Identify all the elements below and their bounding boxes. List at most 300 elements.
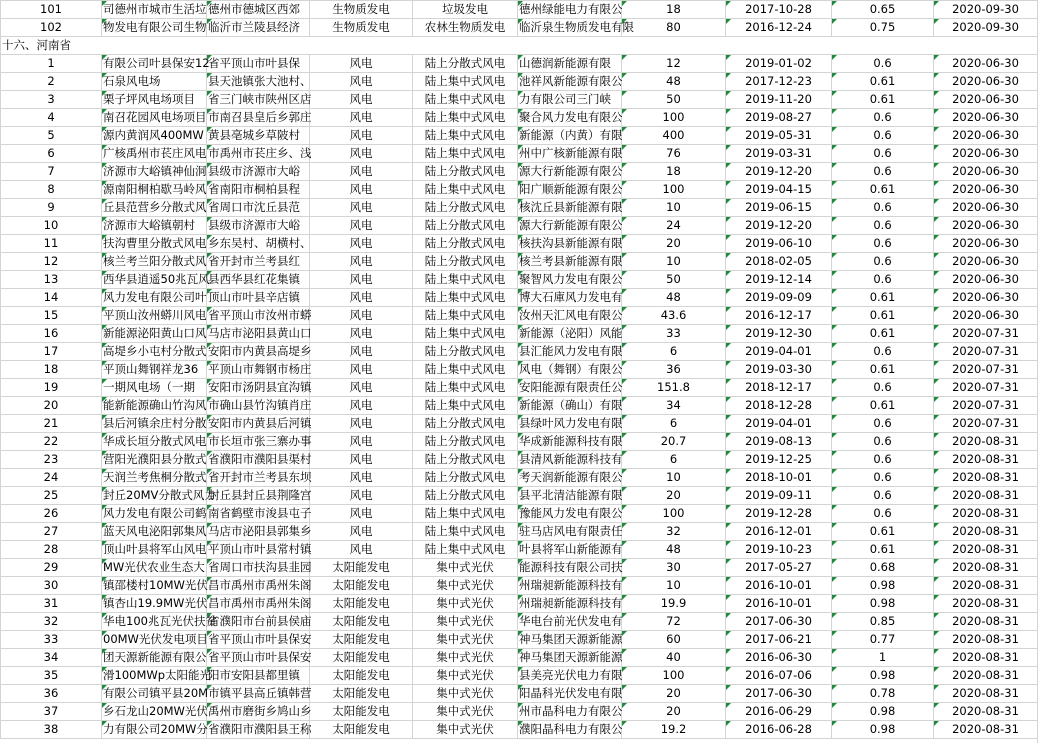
cell-location[interactable]: 阳市安阳县都里镇 xyxy=(207,667,310,685)
empty-cell[interactable] xyxy=(310,37,413,55)
cell-capacity[interactable]: 10 xyxy=(622,253,726,271)
cell-subtype[interactable]: 陆上集中式风电 xyxy=(413,505,518,523)
cell-company[interactable]: 新能源（泌阳）风能 xyxy=(518,325,622,343)
cell-company[interactable]: 神马集团天源新能源 xyxy=(518,631,622,649)
cell-subtype[interactable]: 垃圾发电 xyxy=(413,1,518,19)
cell-price[interactable]: 0.98 xyxy=(832,577,934,595)
cell-subtype[interactable]: 集中式光伏 xyxy=(413,631,518,649)
cell-approval-date[interactable]: 2020-06-30 xyxy=(934,235,1038,253)
cell-date-commissioned[interactable]: 2019-01-02 xyxy=(726,55,832,73)
cell-price[interactable]: 0.6 xyxy=(832,235,934,253)
cell-capacity[interactable]: 20 xyxy=(622,685,726,703)
cell-date-commissioned[interactable]: 2019-04-15 xyxy=(726,181,832,199)
cell-row-number[interactable]: 101 xyxy=(1,1,102,19)
cell-approval-date[interactable]: 2020-08-31 xyxy=(934,721,1038,739)
cell-company[interactable]: 华电台前光伏发电有 xyxy=(518,613,622,631)
cell-row-number[interactable]: 34 xyxy=(1,649,102,667)
cell-project-name[interactable]: 风力发电有限公司叶 xyxy=(102,289,207,307)
cell-energy-type[interactable]: 风电 xyxy=(310,235,413,253)
cell-capacity[interactable]: 19.2 xyxy=(622,721,726,739)
cell-company[interactable]: 源大行新能源有限公 xyxy=(518,163,622,181)
cell-project-name[interactable]: 栗子坪风电场项目 xyxy=(102,91,207,109)
cell-energy-type[interactable]: 风电 xyxy=(310,451,413,469)
cell-capacity[interactable]: 6 xyxy=(622,451,726,469)
cell-location[interactable]: 省平顶山市叶县保安 xyxy=(207,649,310,667)
cell-price[interactable]: 0.6 xyxy=(832,487,934,505)
cell-company[interactable]: 县平北清洁能源有限 xyxy=(518,487,622,505)
cell-row-number[interactable]: 6 xyxy=(1,145,102,163)
cell-date-commissioned[interactable]: 2019-08-27 xyxy=(726,109,832,127)
cell-price[interactable]: 0.77 xyxy=(832,631,934,649)
cell-company[interactable]: 新能源（确山）有限 xyxy=(518,397,622,415)
cell-row-number[interactable]: 30 xyxy=(1,577,102,595)
cell-price[interactable]: 0.65 xyxy=(832,1,934,19)
cell-subtype[interactable]: 陆上集中式风电 xyxy=(413,145,518,163)
cell-project-name[interactable]: 高堤乡小屯村分散式 xyxy=(102,343,207,361)
cell-date-commissioned[interactable]: 2019-12-14 xyxy=(726,271,832,289)
cell-location[interactable]: 省南阳市桐柏县程 xyxy=(207,181,310,199)
cell-subtype[interactable]: 集中式光伏 xyxy=(413,559,518,577)
cell-project-name[interactable]: 风力发电有限公司鹤 xyxy=(102,505,207,523)
cell-approval-date[interactable]: 2020-06-30 xyxy=(934,127,1038,145)
cell-energy-type[interactable]: 风电 xyxy=(310,289,413,307)
cell-approval-date[interactable]: 2020-06-30 xyxy=(934,91,1038,109)
cell-location[interactable]: 乡东吴村、胡横村、 xyxy=(207,235,310,253)
cell-price[interactable]: 0.6 xyxy=(832,271,934,289)
cell-capacity[interactable]: 100 xyxy=(622,109,726,127)
cell-approval-date[interactable]: 2020-08-31 xyxy=(934,685,1038,703)
cell-date-commissioned[interactable]: 2019-06-10 xyxy=(726,235,832,253)
cell-price[interactable]: 0.6 xyxy=(832,253,934,271)
cell-capacity[interactable]: 18 xyxy=(622,163,726,181)
cell-row-number[interactable]: 24 xyxy=(1,469,102,487)
cell-project-name[interactable]: 能新能源确山竹沟风 xyxy=(102,397,207,415)
cell-energy-type[interactable]: 风电 xyxy=(310,271,413,289)
cell-row-number[interactable]: 16 xyxy=(1,325,102,343)
cell-date-commissioned[interactable]: 2019-05-31 xyxy=(726,127,832,145)
cell-capacity[interactable]: 50 xyxy=(622,91,726,109)
cell-subtype[interactable]: 陆上集中式风电 xyxy=(413,361,518,379)
cell-project-name[interactable]: 蓝天风电泌阳郭集风 xyxy=(102,523,207,541)
cell-date-commissioned[interactable]: 2016-10-01 xyxy=(726,595,832,613)
cell-row-number[interactable]: 35 xyxy=(1,667,102,685)
cell-approval-date[interactable]: 2020-08-31 xyxy=(934,451,1038,469)
cell-project-name[interactable]: 00MW光伏发电项目 xyxy=(102,631,207,649)
cell-company[interactable]: 能源科技有限公司扶 xyxy=(518,559,622,577)
cell-subtype[interactable]: 集中式光伏 xyxy=(413,613,518,631)
cell-company[interactable]: 阳广顺新能源有限公 xyxy=(518,181,622,199)
cell-company[interactable]: 池祥风新能源有限公 xyxy=(518,73,622,91)
cell-location[interactable]: 省三门峡市陕州区店 xyxy=(207,91,310,109)
cell-date-commissioned[interactable]: 2019-09-09 xyxy=(726,289,832,307)
cell-capacity[interactable]: 30 xyxy=(622,559,726,577)
cell-company[interactable]: 州市晶科电力有限公 xyxy=(518,703,622,721)
cell-subtype[interactable]: 集中式光伏 xyxy=(413,649,518,667)
cell-approval-date[interactable]: 2020-07-31 xyxy=(934,325,1038,343)
cell-energy-type[interactable]: 风电 xyxy=(310,397,413,415)
cell-location[interactable]: 马店市泌阳县黄山口 xyxy=(207,325,310,343)
cell-subtype[interactable]: 陆上分散式风电 xyxy=(413,487,518,505)
cell-capacity[interactable]: 34 xyxy=(622,397,726,415)
cell-company[interactable]: 华成新能源科技有限 xyxy=(518,433,622,451)
cell-date-commissioned[interactable]: 2019-04-01 xyxy=(726,343,832,361)
cell-capacity[interactable]: 100 xyxy=(622,181,726,199)
cell-location[interactable]: 封丘县封丘县荆隆宫 xyxy=(207,487,310,505)
cell-capacity[interactable]: 20 xyxy=(622,235,726,253)
cell-approval-date[interactable]: 2020-06-30 xyxy=(934,55,1038,73)
cell-project-name[interactable]: 一期风电场（一期 xyxy=(102,379,207,397)
cell-approval-date[interactable]: 2020-07-31 xyxy=(934,343,1038,361)
cell-approval-date[interactable]: 2020-09-30 xyxy=(934,1,1038,19)
cell-capacity[interactable]: 60 xyxy=(622,631,726,649)
cell-energy-type[interactable]: 风电 xyxy=(310,181,413,199)
cell-date-commissioned[interactable]: 2019-12-20 xyxy=(726,217,832,235)
cell-location[interactable]: 德州市德城区西郊 xyxy=(207,1,310,19)
cell-energy-type[interactable]: 风电 xyxy=(310,469,413,487)
cell-location[interactable]: 县级市济源市大峪 xyxy=(207,163,310,181)
cell-row-number[interactable]: 28 xyxy=(1,541,102,559)
cell-approval-date[interactable]: 2020-08-31 xyxy=(934,433,1038,451)
cell-row-number[interactable]: 7 xyxy=(1,163,102,181)
cell-approval-date[interactable]: 2020-08-31 xyxy=(934,613,1038,631)
cell-project-name[interactable]: 物发电有限公司生物 xyxy=(102,19,207,37)
cell-energy-type[interactable]: 太阳能发电 xyxy=(310,703,413,721)
cell-row-number[interactable]: 26 xyxy=(1,505,102,523)
cell-subtype[interactable]: 集中式光伏 xyxy=(413,667,518,685)
cell-approval-date[interactable]: 2020-09-30 xyxy=(934,19,1038,37)
cell-company[interactable]: 州中广核新能源有限 xyxy=(518,145,622,163)
cell-price[interactable]: 0.6 xyxy=(832,451,934,469)
cell-row-number[interactable]: 20 xyxy=(1,397,102,415)
cell-price[interactable]: 0.68 xyxy=(832,559,934,577)
cell-project-name[interactable]: 乡石龙山20MW光伏 xyxy=(102,703,207,721)
cell-location[interactable]: 昌市禹州市禹州朱阁 xyxy=(207,577,310,595)
cell-capacity[interactable]: 72 xyxy=(622,613,726,631)
cell-price[interactable]: 0.6 xyxy=(832,199,934,217)
cell-approval-date[interactable]: 2020-08-31 xyxy=(934,577,1038,595)
cell-subtype[interactable]: 陆上集中式风电 xyxy=(413,109,518,127)
cell-project-name[interactable]: 顶山叶县将军山风电 xyxy=(102,541,207,559)
cell-location[interactable]: 省平顶山市汝州市蟒 xyxy=(207,307,310,325)
cell-approval-date[interactable]: 2020-06-30 xyxy=(934,163,1038,181)
cell-location[interactable]: 省濮阳市台前县侯庙 xyxy=(207,613,310,631)
cell-company[interactable]: 风电（舞钢）有限公 xyxy=(518,361,622,379)
cell-price[interactable]: 0.61 xyxy=(832,325,934,343)
cell-subtype[interactable]: 陆上分散式风电 xyxy=(413,235,518,253)
cell-approval-date[interactable]: 2020-06-30 xyxy=(934,109,1038,127)
cell-approval-date[interactable]: 2020-07-31 xyxy=(934,379,1038,397)
cell-energy-type[interactable]: 风电 xyxy=(310,109,413,127)
cell-capacity[interactable]: 20.7 xyxy=(622,433,726,451)
cell-approval-date[interactable]: 2020-08-31 xyxy=(934,649,1038,667)
cell-energy-type[interactable]: 风电 xyxy=(310,163,413,181)
cell-price[interactable]: 0.98 xyxy=(832,667,934,685)
cell-price[interactable]: 0.61 xyxy=(832,307,934,325)
cell-price[interactable]: 0.6 xyxy=(832,343,934,361)
cell-location[interactable]: 安阳市内黄县后河镇 xyxy=(207,415,310,433)
cell-energy-type[interactable]: 太阳能发电 xyxy=(310,613,413,631)
cell-date-commissioned[interactable]: 2018-02-05 xyxy=(726,253,832,271)
cell-subtype[interactable]: 陆上分散式风电 xyxy=(413,433,518,451)
cell-capacity[interactable]: 151.8 xyxy=(622,379,726,397)
cell-row-number[interactable]: 22 xyxy=(1,433,102,451)
cell-price[interactable]: 0.61 xyxy=(832,541,934,559)
cell-subtype[interactable]: 陆上分散式风电 xyxy=(413,451,518,469)
cell-date-commissioned[interactable]: 2018-10-01 xyxy=(726,469,832,487)
cell-subtype[interactable]: 陆上集中式风电 xyxy=(413,523,518,541)
cell-approval-date[interactable]: 2020-08-31 xyxy=(934,523,1038,541)
cell-subtype[interactable]: 陆上集中式风电 xyxy=(413,325,518,343)
cell-location[interactable]: 禹州市磨街乡鸠山乡 xyxy=(207,703,310,721)
cell-location[interactable]: 市长垣市张三寨办事 xyxy=(207,433,310,451)
cell-location[interactable]: 市南召县皇后乡郭庄 xyxy=(207,109,310,127)
cell-location[interactable]: 平顶山市舞钢市杨庄 xyxy=(207,361,310,379)
cell-capacity[interactable]: 10 xyxy=(622,199,726,217)
cell-date-commissioned[interactable]: 2019-12-20 xyxy=(726,163,832,181)
cell-price[interactable]: 1 xyxy=(832,649,934,667)
cell-price[interactable]: 0.61 xyxy=(832,289,934,307)
empty-cell[interactable] xyxy=(622,37,726,55)
cell-energy-type[interactable]: 风电 xyxy=(310,505,413,523)
cell-company[interactable]: 考天润新能源有限公 xyxy=(518,469,622,487)
cell-company[interactable]: 力有限公司三门峡 xyxy=(518,91,622,109)
cell-project-name[interactable]: 滑100MWp太阳能光 xyxy=(102,667,207,685)
cell-approval-date[interactable]: 2020-08-31 xyxy=(934,505,1038,523)
cell-subtype[interactable]: 陆上分散式风电 xyxy=(413,253,518,271)
cell-project-name[interactable]: 华成长垣分散式风电 xyxy=(102,433,207,451)
cell-company[interactable]: 阳晶科光伏发电有限 xyxy=(518,685,622,703)
cell-date-commissioned[interactable]: 2017-12-23 xyxy=(726,73,832,91)
cell-subtype[interactable]: 陆上集中式风电 xyxy=(413,181,518,199)
cell-capacity[interactable]: 33 xyxy=(622,325,726,343)
cell-row-number[interactable]: 5 xyxy=(1,127,102,145)
cell-project-name[interactable]: 广核禹州市苌庄风电 xyxy=(102,145,207,163)
cell-row-number[interactable]: 2 xyxy=(1,73,102,91)
cell-company[interactable]: 豫能风力发电有限公 xyxy=(518,505,622,523)
cell-price[interactable]: 0.61 xyxy=(832,91,934,109)
cell-project-name[interactable]: 营阳光濮阳县分散式 xyxy=(102,451,207,469)
cell-capacity[interactable]: 24 xyxy=(622,217,726,235)
cell-approval-date[interactable]: 2020-08-31 xyxy=(934,487,1038,505)
cell-energy-type[interactable]: 太阳能发电 xyxy=(310,595,413,613)
cell-subtype[interactable]: 集中式光伏 xyxy=(413,595,518,613)
cell-price[interactable]: 0.6 xyxy=(832,505,934,523)
cell-approval-date[interactable]: 2020-08-31 xyxy=(934,667,1038,685)
cell-date-commissioned[interactable]: 2019-06-15 xyxy=(726,199,832,217)
cell-capacity[interactable]: 10 xyxy=(622,469,726,487)
cell-date-commissioned[interactable]: 2016-06-28 xyxy=(726,721,832,739)
cell-capacity[interactable]: 32 xyxy=(622,523,726,541)
cell-price[interactable]: 0.61 xyxy=(832,523,934,541)
cell-location[interactable]: 县西华县红花集镇 xyxy=(207,271,310,289)
cell-row-number[interactable]: 21 xyxy=(1,415,102,433)
cell-location[interactable]: 市禹州市苌庄乡、浅 xyxy=(207,145,310,163)
cell-project-name[interactable]: 石泉风电场 xyxy=(102,73,207,91)
cell-project-name[interactable]: 平顶山舞钢祥龙36 xyxy=(102,361,207,379)
cell-price[interactable]: 0.61 xyxy=(832,361,934,379)
cell-row-number[interactable]: 31 xyxy=(1,595,102,613)
cell-row-number[interactable]: 37 xyxy=(1,703,102,721)
cell-company[interactable]: 临沂泉生物质发电有限 xyxy=(518,19,622,37)
cell-energy-type[interactable]: 风电 xyxy=(310,487,413,505)
cell-subtype[interactable]: 陆上分散式风电 xyxy=(413,217,518,235)
cell-location[interactable]: 县天池镇张大池村、 xyxy=(207,73,310,91)
cell-location[interactable]: 安阳市内黄县高堤乡 xyxy=(207,343,310,361)
cell-company[interactable]: 源大行新能源有限公 xyxy=(518,217,622,235)
cell-subtype[interactable]: 陆上集中式风电 xyxy=(413,541,518,559)
cell-subtype[interactable]: 集中式光伏 xyxy=(413,703,518,721)
cell-energy-type[interactable]: 生物质发电 xyxy=(310,19,413,37)
cell-approval-date[interactable]: 2020-06-30 xyxy=(934,289,1038,307)
cell-capacity[interactable]: 48 xyxy=(622,541,726,559)
cell-price[interactable]: 0.98 xyxy=(832,721,934,739)
cell-date-commissioned[interactable]: 2016-06-29 xyxy=(726,703,832,721)
cell-location[interactable]: 省开封市兰考县东坝 xyxy=(207,469,310,487)
cell-company[interactable]: 德州绿能电力有限公 xyxy=(518,1,622,19)
cell-energy-type[interactable]: 生物质发电 xyxy=(310,1,413,19)
cell-project-name[interactable]: 南召花园风电场项目 xyxy=(102,109,207,127)
cell-subtype[interactable]: 陆上集中式风电 xyxy=(413,91,518,109)
cell-energy-type[interactable]: 风电 xyxy=(310,343,413,361)
cell-company[interactable]: 新能源（内黄）有限 xyxy=(518,127,622,145)
cell-location[interactable]: 省濮阳市濮阳县渠村 xyxy=(207,451,310,469)
cell-energy-type[interactable]: 风电 xyxy=(310,199,413,217)
cell-row-number[interactable]: 38 xyxy=(1,721,102,739)
cell-capacity[interactable]: 20 xyxy=(622,487,726,505)
cell-row-number[interactable]: 25 xyxy=(1,487,102,505)
cell-project-name[interactable]: 封丘20MV分散式风力 xyxy=(102,487,207,505)
cell-subtype[interactable]: 陆上分散式风电 xyxy=(413,415,518,433)
cell-date-commissioned[interactable]: 2017-06-30 xyxy=(726,613,832,631)
cell-capacity[interactable]: 6 xyxy=(622,343,726,361)
cell-subtype[interactable]: 陆上集中式风电 xyxy=(413,73,518,91)
cell-energy-type[interactable]: 风电 xyxy=(310,325,413,343)
cell-row-number[interactable]: 4 xyxy=(1,109,102,127)
cell-subtype[interactable]: 陆上分散式风电 xyxy=(413,55,518,73)
cell-approval-date[interactable]: 2020-08-31 xyxy=(934,703,1038,721)
cell-price[interactable]: 0.85 xyxy=(832,613,934,631)
empty-cell[interactable] xyxy=(934,37,1038,55)
cell-capacity[interactable]: 18 xyxy=(622,1,726,19)
cell-date-commissioned[interactable]: 2019-08-13 xyxy=(726,433,832,451)
cell-energy-type[interactable]: 风电 xyxy=(310,541,413,559)
cell-energy-type[interactable]: 风电 xyxy=(310,415,413,433)
cell-company[interactable]: 核沈丘县新能源有限 xyxy=(518,199,622,217)
cell-subtype[interactable]: 农林生物质发电 xyxy=(413,19,518,37)
cell-date-commissioned[interactable]: 2016-10-01 xyxy=(726,577,832,595)
cell-date-commissioned[interactable]: 2019-12-28 xyxy=(726,505,832,523)
cell-project-name[interactable]: 力有限公司20MW分 xyxy=(102,721,207,739)
cell-approval-date[interactable]: 2020-06-30 xyxy=(934,217,1038,235)
cell-energy-type[interactable]: 风电 xyxy=(310,307,413,325)
cell-approval-date[interactable]: 2020-07-31 xyxy=(934,415,1038,433)
empty-cell[interactable] xyxy=(832,37,934,55)
cell-price[interactable]: 0.6 xyxy=(832,109,934,127)
cell-approval-date[interactable]: 2020-08-31 xyxy=(934,559,1038,577)
cell-row-number[interactable]: 1 xyxy=(1,55,102,73)
cell-row-number[interactable]: 12 xyxy=(1,253,102,271)
cell-energy-type[interactable]: 风电 xyxy=(310,73,413,91)
cell-location[interactable]: 马店市泌阳县郭集乡 xyxy=(207,523,310,541)
cell-company[interactable]: 县汇能风力发电有限 xyxy=(518,343,622,361)
cell-row-number[interactable]: 23 xyxy=(1,451,102,469)
cell-capacity[interactable]: 19.9 xyxy=(622,595,726,613)
cell-price[interactable]: 0.61 xyxy=(832,73,934,91)
cell-project-name[interactable]: 团天源新能源有限公 xyxy=(102,649,207,667)
cell-approval-date[interactable]: 2020-06-30 xyxy=(934,199,1038,217)
cell-date-commissioned[interactable]: 2016-06-30 xyxy=(726,649,832,667)
cell-project-name[interactable]: 华电100兆瓦光伏扶贫 xyxy=(102,613,207,631)
cell-project-name[interactable]: 镇杏山19.9MW光伏 xyxy=(102,595,207,613)
cell-price[interactable]: 0.6 xyxy=(832,127,934,145)
cell-energy-type[interactable]: 风电 xyxy=(310,145,413,163)
cell-row-number[interactable]: 9 xyxy=(1,199,102,217)
empty-cell[interactable] xyxy=(207,37,310,55)
cell-location[interactable]: 省平顶山市叶县保 xyxy=(207,55,310,73)
cell-price[interactable]: 0.61 xyxy=(832,181,934,199)
cell-date-commissioned[interactable]: 2019-11-20 xyxy=(726,91,832,109)
cell-capacity[interactable]: 76 xyxy=(622,145,726,163)
cell-subtype[interactable]: 集中式光伏 xyxy=(413,577,518,595)
cell-date-commissioned[interactable]: 2017-10-28 xyxy=(726,1,832,19)
cell-date-commissioned[interactable]: 2016-12-24 xyxy=(726,19,832,37)
cell-energy-type[interactable]: 太阳能发电 xyxy=(310,685,413,703)
cell-subtype[interactable]: 陆上集中式风电 xyxy=(413,307,518,325)
cell-location[interactable]: 省周口市沈丘县范 xyxy=(207,199,310,217)
cell-location[interactable]: 昌市禹州市禹州朱阁 xyxy=(207,595,310,613)
cell-company[interactable]: 汝州天汇风电有限公 xyxy=(518,307,622,325)
cell-date-commissioned[interactable]: 2018-12-17 xyxy=(726,379,832,397)
cell-capacity[interactable]: 20 xyxy=(622,703,726,721)
cell-company[interactable]: 聚智风力发电有限公 xyxy=(518,271,622,289)
cell-price[interactable]: 0.98 xyxy=(832,595,934,613)
cell-project-name[interactable]: 丘县范营乡分散式风 xyxy=(102,199,207,217)
cell-row-number[interactable]: 27 xyxy=(1,523,102,541)
cell-price[interactable]: 0.6 xyxy=(832,163,934,181)
cell-subtype[interactable]: 陆上分散式风电 xyxy=(413,163,518,181)
cell-energy-type[interactable]: 太阳能发电 xyxy=(310,721,413,739)
cell-location[interactable]: 省开封市兰考县红 xyxy=(207,253,310,271)
cell-date-commissioned[interactable]: 2019-03-30 xyxy=(726,361,832,379)
cell-approval-date[interactable]: 2020-08-31 xyxy=(934,541,1038,559)
cell-approval-date[interactable]: 2020-06-30 xyxy=(934,307,1038,325)
cell-location[interactable]: 省濮阳市濮阳县王称 xyxy=(207,721,310,739)
cell-approval-date[interactable]: 2020-06-30 xyxy=(934,271,1038,289)
cell-company[interactable]: 核兰考县新能源有限 xyxy=(518,253,622,271)
cell-project-name[interactable]: 有限公司镇平县20M xyxy=(102,685,207,703)
cell-energy-type[interactable]: 太阳能发电 xyxy=(310,631,413,649)
cell-subtype[interactable]: 陆上集中式风电 xyxy=(413,397,518,415)
cell-row-number[interactable]: 32 xyxy=(1,613,102,631)
cell-location[interactable]: 县级市济源市大峪 xyxy=(207,217,310,235)
cell-company[interactable]: 县绿叶风力发电有限 xyxy=(518,415,622,433)
cell-company[interactable]: 安阳能源有限责任公 xyxy=(518,379,622,397)
cell-approval-date[interactable]: 2020-06-30 xyxy=(934,181,1038,199)
cell-energy-type[interactable]: 风电 xyxy=(310,217,413,235)
cell-capacity[interactable]: 12 xyxy=(622,55,726,73)
cell-date-commissioned[interactable]: 2017-06-30 xyxy=(726,685,832,703)
cell-date-commissioned[interactable]: 2018-12-28 xyxy=(726,397,832,415)
cell-date-commissioned[interactable]: 2016-07-06 xyxy=(726,667,832,685)
cell-project-name[interactable]: 平顶山汝州蟒川风电 xyxy=(102,307,207,325)
cell-subtype[interactable]: 陆上集中式风电 xyxy=(413,379,518,397)
cell-project-name[interactable]: 济源市大峪镇神仙洞 xyxy=(102,163,207,181)
cell-energy-type[interactable]: 太阳能发电 xyxy=(310,559,413,577)
cell-row-number[interactable]: 11 xyxy=(1,235,102,253)
empty-cell[interactable] xyxy=(726,37,832,55)
cell-location[interactable]: 顶山市叶县辛店镇 xyxy=(207,289,310,307)
cell-approval-date[interactable]: 2020-08-31 xyxy=(934,469,1038,487)
